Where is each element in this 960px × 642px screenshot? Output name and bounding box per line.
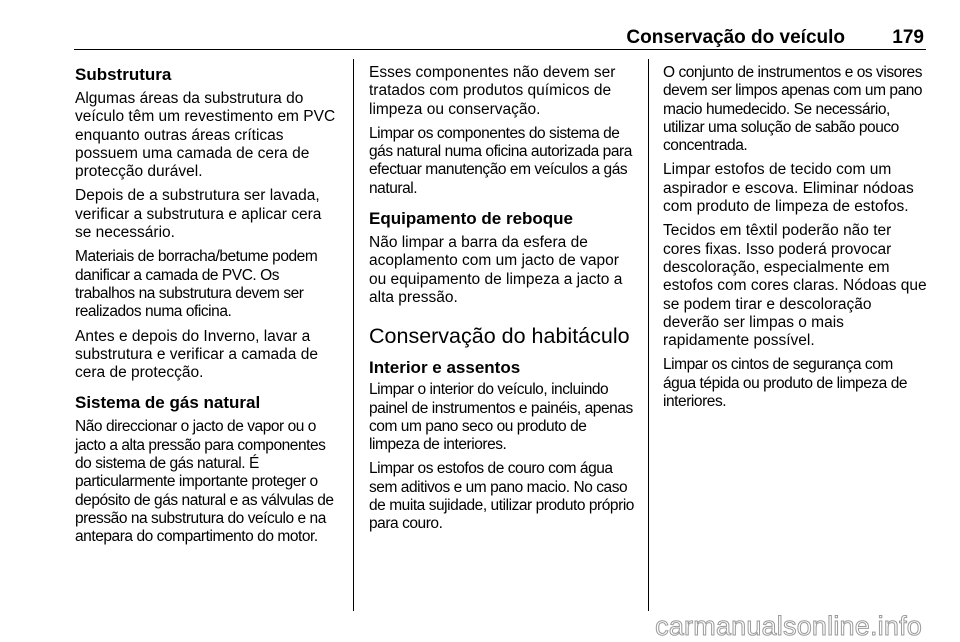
column-2	[369, 64, 635, 540]
paragraph: Limpar estofos de tecido com um aspirador e escova. Eliminar nódoas com produto de limpeza de estofos.	[663, 161, 914, 216]
section-heading-substrutura: Substrutura	[75, 65, 172, 84]
page-header	[0, 0, 960, 50]
paragraph: Antes e depois do Inverno, lavar a substrutura e verificar a camada de cera de protecção.	[75, 327, 318, 382]
paragraph: Materiais de borracha/betume podem danificar a camada de PVC. Os trabalhos na substrutura devem ser realizados numa oficina.	[75, 248, 318, 321]
paragraph: O conjunto de instrumentos e os visores devem ser limpos apenas com um pano macio humedecido. Se necessário, utilizar uma solução de sabão pouco concentrada.	[663, 64, 923, 155]
paragraph: Esses componentes não devem ser tratados com produtos químicos de limpeza ou conservação.	[369, 64, 616, 118]
page-number: 179	[892, 27, 924, 48]
column-divider-2	[648, 59, 649, 611]
paragraph: Não limpar a barra da esfera de acoplamento com um jacto de vapor ou equipamento de limpeza a jacto a alta pressão.	[369, 234, 623, 306]
subsection-heading-interior: Interior e assentos	[369, 358, 521, 378]
watermark: carmanualsonline.info	[655, 611, 922, 641]
chapter-heading-habitaculo: Conservação do habitáculo	[369, 324, 630, 349]
paragraph: Limpar os cintos de segurança com água tépida ou produto de limpeza de interiores.	[663, 356, 908, 411]
paragraph: Limpar o interior do veículo, incluindo painel de instrumentos e painéis, apenas com um pano seco ou produto de limpeza de interiores.	[369, 381, 633, 454]
paragraph: Limpar os estofos de couro com água sem aditivos e um pano macio. No caso de muita sujidade, utilizar produto próprio para couro.	[369, 460, 634, 533]
paragraph: Tecidos em têxtil poderão não ter cores fixas. Isso poderá provocar descoloração, especialmente em estofos com cores claras. Nódoas que se podem tirar e descoloração deverão ser limpas o mais rapidamente possível.	[663, 222, 927, 350]
header-rule	[74, 49, 926, 50]
paragraph: Não direccionar o jacto de vapor ou o jacto a alta pressão para componentes do sistema de gás natural. É particularmente importante proteger o depósito de gás natural e as válvulas de pressão na substrutura do veículo e na antepara do compartimento do motor.	[75, 418, 334, 546]
paragraph: Limpar os componentes do sistema de gás natural numa oficina autorizada para efectuar manutenção em veículos a gás natural.	[369, 124, 632, 197]
column-1	[75, 64, 341, 553]
section-heading-reboque: Equipamento de reboque	[369, 209, 574, 229]
paragraph: Depois de a substrutura ser lavada, verificar a substrutura e aplicar cera se necessário.	[75, 187, 322, 242]
section-heading-gas-natural: Sistema de gás natural	[75, 393, 261, 413]
page-title: Conservação do veículo	[626, 27, 845, 48]
column-divider-1	[353, 59, 354, 611]
paragraph: Algumas áreas da substrutura do veículo têm um revestimento em PVC enquanto outras áreas críticas possuem uma camada de cera de protecção durável.	[75, 90, 336, 181]
column-3	[663, 64, 927, 417]
